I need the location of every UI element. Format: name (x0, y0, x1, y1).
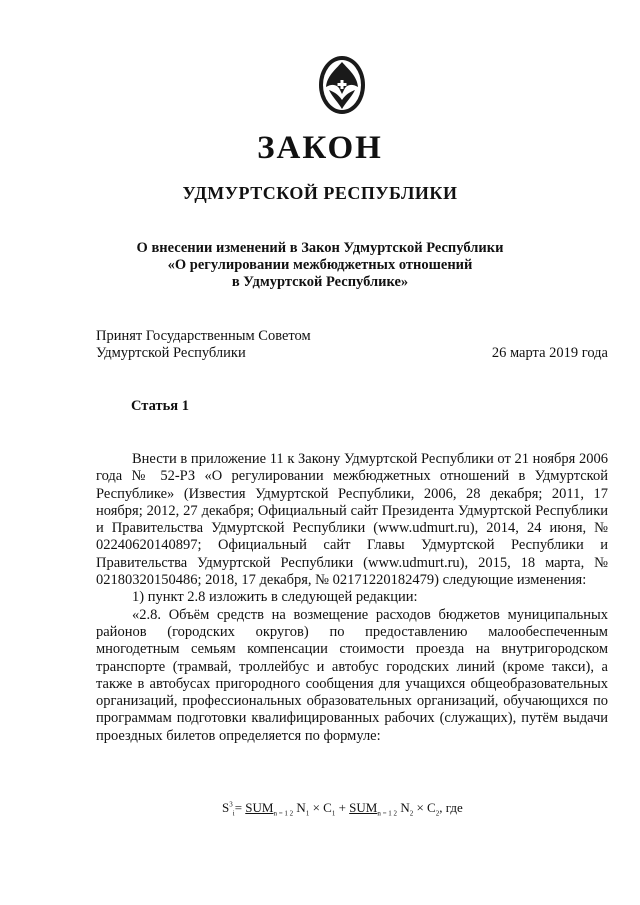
formula-s-sub: i (232, 809, 235, 818)
formula-s-sup: 3 (229, 800, 233, 809)
article-body (96, 451, 608, 745)
formula-c2: C (427, 800, 436, 815)
formula-c2-sub: 2 (435, 809, 440, 818)
udmurtia-coat-of-arms-icon (317, 54, 367, 116)
adoption-date: 26 марта 2019 года (491, 345, 608, 361)
formula-eq: = (234, 800, 243, 815)
document-subtitle: УДМУРТСКОЙ РЕСПУБЛИКИ (182, 183, 458, 203)
adoption-line-2: Удмуртской Республики (96, 345, 246, 361)
formula-s: S (222, 800, 230, 815)
formula-tail: , где (439, 800, 463, 815)
formula-sum-1-sub: n = 1 2 (273, 809, 294, 818)
formula-plus: + (338, 800, 346, 815)
subject-line-1: О внесении изменений в Закон Удмуртской Республики (136, 240, 504, 256)
document-title: ЗАКОН (257, 130, 383, 166)
formula-sum-1: SUM (245, 800, 274, 815)
law-subject (0, 240, 640, 291)
subject-line-2: «О регулировании межбюджетных отношений (167, 257, 473, 273)
formula-c1: C (323, 800, 332, 815)
formula-n1-sub: 1 (305, 809, 310, 818)
formula-c1-sub: 1 (331, 809, 336, 818)
subject-line-3: в Удмуртской Республике» (231, 274, 409, 290)
formula-sum-2: SUM (349, 800, 378, 815)
article-paragraph-1: Внести в приложение 11 к Закону Удмуртской Республики от 21 ноября 2006 года № 52-РЗ «О регулировании межбюджетных отношений в Удмуртской Республике» (Известия Удмуртской Республики, 2006, 28 декабря; 2011, 17 ноября; 2012, 27 декабря; Официальный сайт Президента Удмуртской Республики и Правительства Удмуртской Республики (www.udmurt.ru), 2014, 24 июня, № 02240620140897; Официальный сайт Главы Удмуртской Республики и Правительства Удмуртской Республики (www.udmurt.ru), 2015, 18 марта, № 02180320150486; 2018, 17 декабря, № 02171220182479) следующие изменения: (96, 451, 608, 589)
formula-n2: N (400, 800, 410, 815)
article-paragraph-3: «2.8. Объём средств на возмещение расходов бюджетов муниципальных районов (городских округов) по предоставлению малообеспеченным многодетным семьям компенсации стоимости проезда на внутригородском транспорте (трамвай, троллейбус и автобус городских линий (кроме такси), а также в автобусах пригородного сообщения для учащихся общеобразовательных организаций, профессиональных образовательных организаций, обучающихся по программам подготовки квалифицированных рабочих (служащих), путём выдачи проездных билетов определяется по формуле: (96, 606, 608, 744)
adoption-line-1: Принят Государственным Советом (96, 328, 311, 344)
adoption-block (96, 328, 311, 362)
article-paragraph-2: 1) пункт 2.8 изложить в следующей редакции: (132, 589, 418, 606)
formula-n2-sub: 2 (409, 809, 414, 818)
formula-times-2: × (416, 800, 424, 815)
formula-n1: N (296, 800, 306, 815)
article-heading: Статья 1 (131, 398, 189, 414)
formula-sum-2-sub: n = 1 2 (377, 809, 398, 818)
formula (222, 800, 463, 818)
formula-times-1: × (312, 800, 320, 815)
